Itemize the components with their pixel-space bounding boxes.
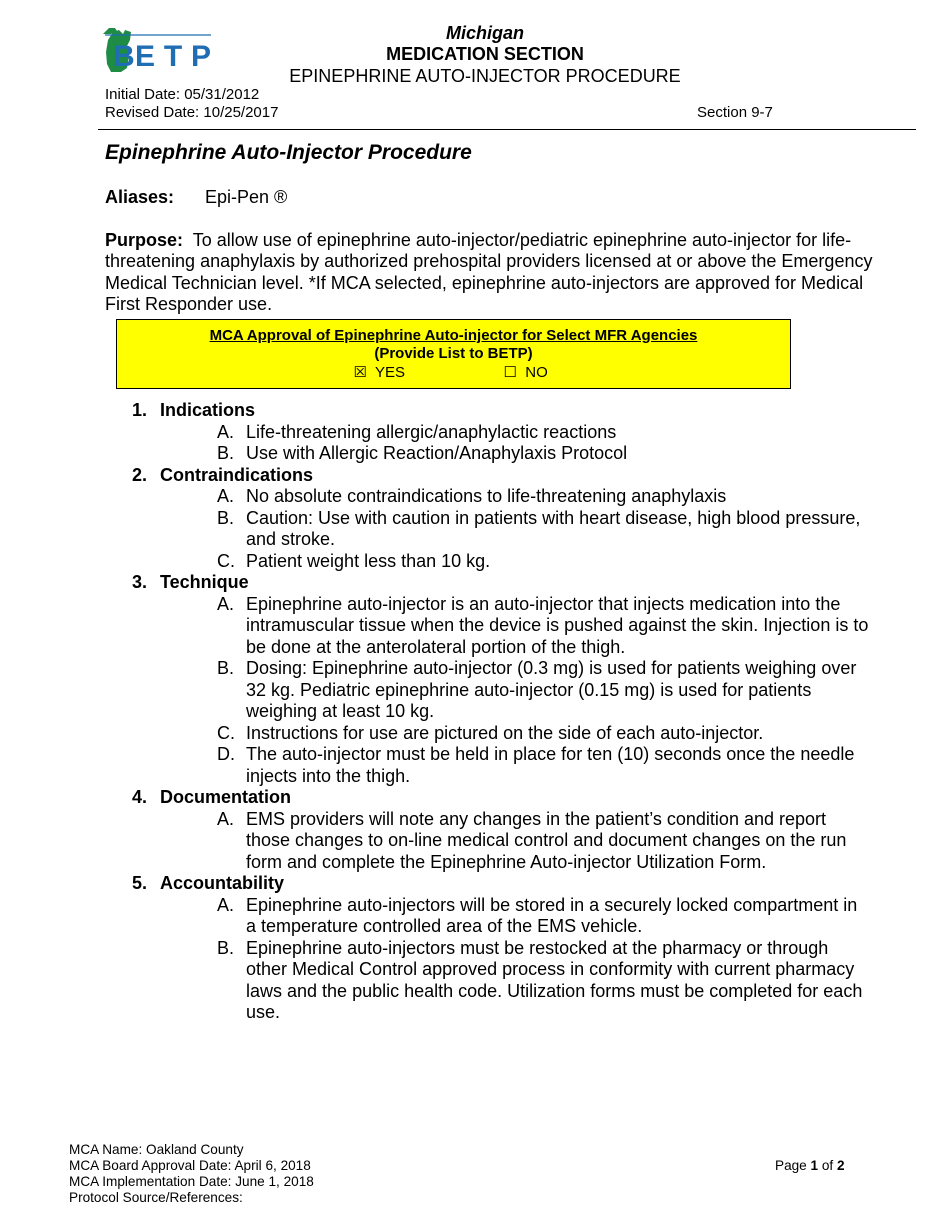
item-letter: B. xyxy=(217,937,235,958)
section-title: Contraindications xyxy=(160,464,314,485)
no-label: NO xyxy=(525,364,548,381)
item-letter: A. xyxy=(217,421,235,442)
item-text: Use with Allergic Reaction/Anaphylaxis Protocol xyxy=(246,443,628,463)
list-item xyxy=(160,594,870,659)
list-item xyxy=(160,551,870,573)
list-item xyxy=(160,658,870,723)
item-text: Life-threatening allergic/anaphylactic reactions xyxy=(246,421,617,442)
section-number: Section 9-7 xyxy=(697,104,773,121)
footer-board-approval: MCA Board Approval Date: April 6, 2018 xyxy=(69,1158,311,1173)
section-5 xyxy=(130,873,870,1024)
page-current: 1 xyxy=(810,1158,819,1173)
item-letter: B. xyxy=(217,507,235,528)
section-3 xyxy=(130,572,870,787)
section-4 xyxy=(130,787,870,873)
section-title: Indications xyxy=(160,400,256,420)
footer-source: Protocol Source/References: xyxy=(69,1190,243,1205)
item-text: Dosing: Epinephrine auto-injector (0.3 mg) is used for patients weighing over 32 kg. Pediatric epinephrine auto-injector (0.15 mg) is used for patients weighing at least 10 kg. xyxy=(246,658,857,721)
list-item xyxy=(160,443,870,465)
item-text: EMS providers will note any changes in the patient’s condition and report those changes to on-line medical control and document changes on the run form and complete the Epinephrine Auto-injector Utilization Form. xyxy=(246,808,847,872)
section-title: Technique xyxy=(160,572,249,592)
section-1 xyxy=(130,400,870,465)
item-letter: C. xyxy=(217,550,235,571)
aliases xyxy=(105,187,287,208)
list-item xyxy=(160,723,870,745)
item-letter: A. xyxy=(217,894,235,915)
item-text: Caution: Use with caution in patients with heart disease, high blood pressure, and stroke. xyxy=(246,507,861,549)
footer-implementation: MCA Implementation Date: June 1, 2018 xyxy=(69,1174,314,1189)
svg-text:B: B xyxy=(113,40,135,73)
item-letter: A. xyxy=(217,808,235,829)
page-prefix: Page xyxy=(775,1158,807,1173)
item-letter: C. xyxy=(217,722,235,743)
list-item xyxy=(160,486,870,508)
footer-mca-info xyxy=(69,1142,314,1206)
betp-logo-icon xyxy=(103,26,215,80)
section-number-label: 5. xyxy=(132,873,148,893)
no-checkbox-icon[interactable]: ☐ xyxy=(503,364,517,381)
header-divider xyxy=(98,129,916,130)
purpose-text: To allow use of epinephrine auto-injector/pediatric epinephrine auto-injector for life-threatening anaphylaxis by authorized prehospital providers licensed at or above the Emergency Medical Technician level. *If MCA selected, epinephrine auto-injectors are approved for Medical First Responder use. xyxy=(105,230,873,314)
item-text: Patient weight less than 10 kg. xyxy=(246,550,491,571)
section-number-label: 3. xyxy=(132,572,148,592)
svg-text:ETP: ETP xyxy=(135,40,211,73)
mca-approval-box xyxy=(116,319,791,389)
section-2 xyxy=(130,465,870,573)
yes-option[interactable] xyxy=(354,363,504,383)
header-dates xyxy=(105,86,278,122)
purpose xyxy=(105,230,885,315)
item-text: Epinephrine auto-injector is an auto-injector that injects medication into the intramuscular tissue when the device is pushed against the skin. Injection is to be done at the anterolateral portion of the thigh. xyxy=(246,593,869,657)
mca-options xyxy=(117,363,790,383)
list-item xyxy=(160,895,870,938)
section-title: Accountability xyxy=(160,873,285,893)
yes-label: YES xyxy=(375,364,406,381)
list-item xyxy=(160,744,870,787)
page-title: Epinephrine Auto-Injector Procedure xyxy=(105,141,472,164)
item-text: Epinephrine auto-injectors must be restocked at the pharmacy or through other Medical Control approved process in conformity with current pharmacy laws and the public health code. Utilization forms must be completed for each use. xyxy=(246,937,863,1022)
initial-date: Initial Date: 05/31/2012 xyxy=(105,86,260,103)
list-item xyxy=(160,809,870,874)
procedure-sections xyxy=(130,400,870,1024)
list-item xyxy=(160,508,870,551)
item-letter: B. xyxy=(217,658,235,678)
item-letter: B. xyxy=(217,443,235,463)
mca-box-subtitle: (Provide List to BETP) xyxy=(374,345,533,362)
revised-date: Revised Date: 10/25/2017 xyxy=(105,104,279,121)
header-procedure-name: EPINEPHRINE AUTO-INJECTOR PROCEDURE xyxy=(289,66,681,86)
item-letter: A. xyxy=(217,486,235,506)
aliases-value: Epi-Pen ® xyxy=(205,187,288,207)
item-text: The auto-injector must be held in place for ten (10) seconds once the needle injects into the thigh. xyxy=(246,744,855,786)
page-of: of xyxy=(821,1158,834,1173)
footer-mca-name: MCA Name: Oakland County xyxy=(69,1142,244,1157)
section-number-label: 4. xyxy=(132,787,148,807)
item-text: Epinephrine auto-injectors will be stored in a securely locked compartment in a temperature controlled area of the EMS vehicle. xyxy=(246,894,858,936)
section-number-label: 2. xyxy=(132,464,148,485)
no-option[interactable] xyxy=(504,363,584,383)
list-item xyxy=(160,422,870,444)
aliases-label: Aliases: xyxy=(105,187,175,207)
yes-checkbox-icon[interactable]: ☒ xyxy=(353,364,367,381)
mca-box-title: MCA Approval of Epinephrine Auto-injector for Select MFR Agencies xyxy=(209,327,698,344)
header-state: Michigan xyxy=(445,23,524,43)
item-text: No absolute contraindications to life-threatening anaphylaxis xyxy=(246,486,727,506)
header-section-name: MEDICATION SECTION xyxy=(386,44,584,64)
item-letter: D. xyxy=(217,744,235,764)
item-letter: A. xyxy=(217,593,235,614)
section-title: Documentation xyxy=(160,787,292,807)
section-number-label: 1. xyxy=(132,400,148,420)
list-item xyxy=(160,938,870,1024)
page-number xyxy=(775,1158,845,1173)
item-text: Instructions for use are pictured on the side of each auto-injector. xyxy=(246,722,764,743)
page-total: 2 xyxy=(837,1158,845,1173)
purpose-label: Purpose: xyxy=(105,230,184,250)
